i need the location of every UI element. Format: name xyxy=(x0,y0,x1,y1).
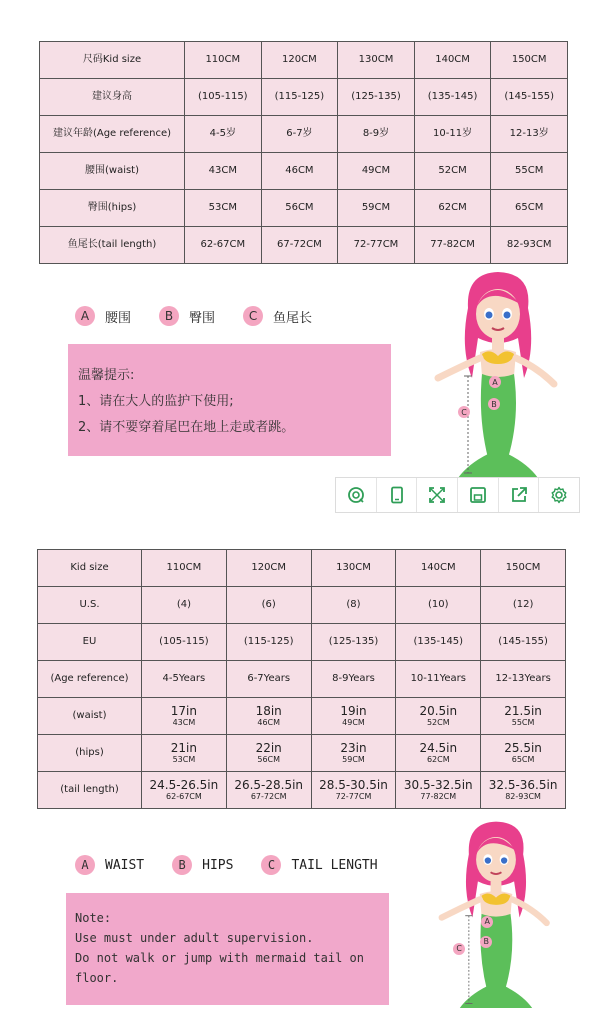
table-cell: (6) xyxy=(226,587,311,624)
table-cell: 62-67CM xyxy=(185,227,262,264)
table-cell: (105-115) xyxy=(142,624,227,661)
table-cell xyxy=(226,698,311,735)
table-row xyxy=(38,772,566,809)
table-cell: 62CM xyxy=(414,190,491,227)
table-cell xyxy=(311,772,396,809)
table-cell: 10-11Years xyxy=(396,661,481,698)
table-cell: 130CM xyxy=(338,42,415,79)
measurement-legend-english xyxy=(75,855,406,875)
share-icon xyxy=(509,485,529,505)
inch-value: 28.5-30.5in xyxy=(319,777,388,792)
cm-value: 55CM xyxy=(511,718,535,728)
table-cell: (8) xyxy=(311,587,396,624)
mermaid-figure-svg xyxy=(426,818,566,1008)
mermaid-illustration xyxy=(426,818,566,1012)
tablet-button[interactable] xyxy=(377,478,418,512)
table-cell: 150CM xyxy=(491,42,568,79)
table-cell: (135-145) xyxy=(414,79,491,116)
legend-label: WAIST xyxy=(105,857,145,873)
legend-label: TAIL LENGTH xyxy=(291,857,378,873)
table-cell xyxy=(142,735,227,772)
legend-item xyxy=(261,855,377,875)
table-cell xyxy=(396,735,481,772)
row-label: (waist) xyxy=(38,698,142,735)
note-line: 1、请在大人的监护下使用; xyxy=(78,394,234,409)
table-cell: (125-135) xyxy=(338,79,415,116)
row-label: EU xyxy=(38,624,142,661)
cm-value: 52CM xyxy=(426,718,450,728)
inch-value: 30.5-32.5in xyxy=(403,777,473,792)
cm-value: 65CM xyxy=(511,755,535,765)
legend-item xyxy=(159,306,215,326)
inch-value: 26.5-28.5in xyxy=(234,777,304,792)
inch-value: 22in xyxy=(255,740,282,755)
measure-point-badge: B xyxy=(480,936,492,948)
row-label: (Age reference) xyxy=(38,661,142,698)
expand-button[interactable] xyxy=(417,478,458,512)
image-toolbar xyxy=(335,477,580,513)
row-label: 建议身高 xyxy=(40,79,185,116)
table-cell: 59CM xyxy=(338,190,415,227)
measure-point-badge: A xyxy=(481,916,493,928)
legend-item xyxy=(75,855,144,875)
row-label: 建议年龄(Age reference) xyxy=(40,116,185,153)
table-cell xyxy=(226,735,311,772)
size-table-chinese xyxy=(39,41,568,264)
inch-value: 21.5in xyxy=(504,703,542,718)
table-cell: 130CM xyxy=(311,550,396,587)
table-row xyxy=(38,698,566,735)
row-label: 臀围(hips) xyxy=(40,190,185,227)
table-cell: (12) xyxy=(481,587,566,624)
note-line: Use must under adult supervision. xyxy=(75,931,314,945)
legend-letter-badge: B xyxy=(172,855,192,875)
settings-icon xyxy=(549,485,569,505)
measure-point-badge: B xyxy=(488,398,500,410)
expand-icon xyxy=(427,485,447,505)
note-line: Do not walk or jump with mermaid tail on xyxy=(75,951,364,965)
table-cell: 82-93CM xyxy=(491,227,568,264)
table-cell: 52CM xyxy=(414,153,491,190)
legend-letter-badge: A xyxy=(75,855,95,875)
legend-letter-badge: B xyxy=(159,306,179,326)
table-cell: 140CM xyxy=(414,42,491,79)
safety-note xyxy=(66,893,389,1005)
table-cell: 43CM xyxy=(185,153,262,190)
table-header-row xyxy=(38,550,566,587)
row-label: Kid size xyxy=(38,550,142,587)
table-cell: 12-13Years xyxy=(481,661,566,698)
cm-value: 43CM xyxy=(172,718,196,728)
table-cell: 110CM xyxy=(185,42,262,79)
size-table-english xyxy=(37,549,566,809)
cm-value: 53CM xyxy=(172,755,196,765)
table-cell: 150CM xyxy=(481,550,566,587)
search-button[interactable] xyxy=(336,478,377,512)
table-cell: 140CM xyxy=(396,550,481,587)
table-row xyxy=(38,624,566,661)
save-button[interactable] xyxy=(458,478,499,512)
legend-item xyxy=(75,306,131,326)
note-line: 温馨提示: xyxy=(78,368,135,383)
table-row xyxy=(40,79,568,116)
inch-value: 19in xyxy=(340,703,367,718)
cm-value: 62CM xyxy=(426,755,450,765)
table-cell xyxy=(142,698,227,735)
table-cell: 53CM xyxy=(185,190,262,227)
inch-value: 21in xyxy=(170,740,197,755)
table-row xyxy=(40,42,568,79)
measure-point-badge: A xyxy=(489,376,501,388)
table-cell: (145-155) xyxy=(481,624,566,661)
measurement-legend-chinese xyxy=(75,306,340,326)
table-cell: 55CM xyxy=(491,153,568,190)
inch-value: 17in xyxy=(170,703,197,718)
inch-value: 20.5in xyxy=(419,703,458,718)
measure-point-badge: C xyxy=(453,943,465,955)
cm-value: 49CM xyxy=(342,718,365,728)
table-cell: 67-72CM xyxy=(261,227,338,264)
table-cell xyxy=(396,772,481,809)
table-cell: (145-155) xyxy=(491,79,568,116)
note-line: floor. xyxy=(75,971,119,985)
inch-value: 32.5-36.5in xyxy=(488,777,558,792)
mermaid-figure-svg xyxy=(428,268,568,478)
table-cell xyxy=(481,735,566,772)
inch-value: 24.5in xyxy=(419,740,458,755)
cm-value: 67-72CM xyxy=(250,792,287,802)
cm-value: 82-93CM xyxy=(505,792,541,802)
table-row xyxy=(38,661,566,698)
table-cell: 120CM xyxy=(261,42,338,79)
tablet-icon xyxy=(387,485,407,505)
legend-label: 腰围 xyxy=(105,310,132,326)
share-button[interactable] xyxy=(499,478,540,512)
table-row xyxy=(40,153,568,190)
table-cell: 6-7Years xyxy=(226,661,311,698)
cm-value: 59CM xyxy=(342,755,365,765)
row-label: (hips) xyxy=(38,735,142,772)
table-cell: 49CM xyxy=(338,153,415,190)
table-cell: (115-125) xyxy=(226,624,311,661)
table-cell xyxy=(481,698,566,735)
table-cell: 46CM xyxy=(261,153,338,190)
table-cell: 4-5岁 xyxy=(185,116,262,153)
table-cell: 8-9Years xyxy=(311,661,396,698)
table-row xyxy=(40,190,568,227)
legend-letter-badge: A xyxy=(75,306,95,326)
row-label: U.S. xyxy=(38,587,142,624)
table-cell: 77-82CM xyxy=(414,227,491,264)
cm-value: 62-67CM xyxy=(166,792,202,802)
table-cell xyxy=(396,698,481,735)
table-cell: 6-7岁 xyxy=(261,116,338,153)
note-line: Note: xyxy=(75,911,112,925)
cm-value: 72-77CM xyxy=(335,792,372,802)
legend-item xyxy=(243,306,312,326)
table-cell: (10) xyxy=(396,587,481,624)
table-cell: 10-11岁 xyxy=(414,116,491,153)
legend-label: HIPS xyxy=(202,857,234,873)
legend-item xyxy=(172,855,233,875)
inch-value: 25.5in xyxy=(504,740,542,755)
table-cell: (115-125) xyxy=(261,79,338,116)
save-icon xyxy=(468,485,488,505)
table-row xyxy=(40,116,568,153)
table-row xyxy=(38,587,566,624)
table-cell: (105-115) xyxy=(185,79,262,116)
warm-tips-note xyxy=(68,344,391,456)
table-cell: 110CM xyxy=(142,550,227,587)
note-line: 2、请不要穿着尾巴在地上走或者跳。 xyxy=(78,420,295,435)
search-icon xyxy=(346,485,366,505)
cm-value: 46CM xyxy=(257,718,281,728)
settings-button[interactable] xyxy=(539,478,579,512)
table-cell xyxy=(226,772,311,809)
table-cell: 12-13岁 xyxy=(491,116,568,153)
legend-label: 鱼尾长 xyxy=(273,310,313,326)
table-cell xyxy=(481,772,566,809)
table-cell: 72-77CM xyxy=(338,227,415,264)
cm-value: 56CM xyxy=(257,755,281,765)
table-cell xyxy=(311,698,396,735)
table-cell: 4-5Years xyxy=(142,661,227,698)
table-cell xyxy=(311,735,396,772)
table-cell: 120CM xyxy=(226,550,311,587)
table-cell: 56CM xyxy=(261,190,338,227)
table-cell xyxy=(142,772,227,809)
table-row xyxy=(40,227,568,264)
mermaid-illustration xyxy=(428,268,568,482)
measure-point-badge: C xyxy=(458,406,470,418)
inch-value: 24.5-26.5in xyxy=(149,777,219,792)
inch-value: 18in xyxy=(255,703,282,718)
row-label: 鱼尾长(tail length) xyxy=(40,227,185,264)
table-cell: 8-9岁 xyxy=(338,116,415,153)
table-cell: 65CM xyxy=(491,190,568,227)
legend-letter-badge: C xyxy=(261,855,281,875)
legend-label: 臀围 xyxy=(189,310,216,326)
row-label: 尺码Kid size xyxy=(40,42,185,79)
table-cell: (4) xyxy=(142,587,227,624)
legend-letter-badge: C xyxy=(243,306,263,326)
row-label: (tail length) xyxy=(38,772,142,809)
inch-value: 23in xyxy=(340,740,367,755)
table-row xyxy=(38,735,566,772)
table-cell: (135-145) xyxy=(396,624,481,661)
cm-value: 77-82CM xyxy=(420,792,457,802)
table-cell: (125-135) xyxy=(311,624,396,661)
row-label: 腰围(waist) xyxy=(40,153,185,190)
